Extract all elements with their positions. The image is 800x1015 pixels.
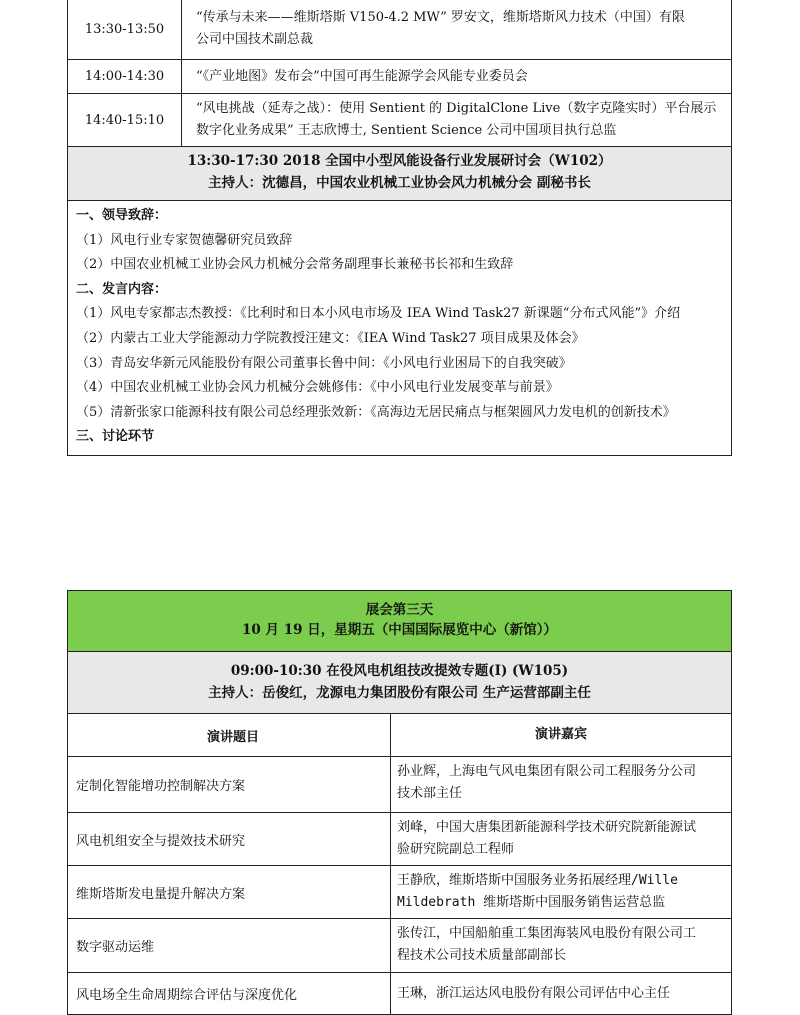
speaker-line: 刘峰，中国大唐集团新能源科学技术研究院新能源试 [397, 820, 697, 835]
session-row [68, 93, 731, 146]
speaker-line: Mildebrath 维斯塔斯中国服务销售运营总监 [397, 895, 666, 910]
session-header [68, 651, 731, 713]
speaker-line: 张传江，中国船舶重工集团海装风电股份有限公司工 [397, 926, 697, 941]
session-desc-line: “《产业地图》发布会”中国可再生能源学会风能专业委员会 [196, 68, 528, 84]
talk-topic: 风电场全生命周期综合评估与深度优化 [68, 973, 391, 1014]
talk-speaker [391, 919, 731, 972]
agenda-item: （5）清新张家口能源科技有限公司总经理张效新：《高海边无居民痛点与框架圆风力发电机的创新技术》 [76, 404, 676, 420]
talk-speaker [391, 813, 731, 865]
talk-topic: 风电机组安全与提效技术研究 [68, 813, 391, 865]
session-desc [182, 60, 731, 93]
day-header [68, 591, 731, 651]
session-time: 14:40-15:10 [68, 94, 182, 146]
session-row [68, 0, 731, 59]
session-desc-line: “传承与未来——维斯塔斯 V150-4.2 MW” 罗安文，维斯塔斯风力技术（中国）有限 [196, 10, 685, 25]
session-desc-line: “风电挑战（延寿之战）：使用 Sentient 的 DigitalClone Live（数字克隆实时）平台展示 [196, 101, 717, 116]
seminar-header [68, 146, 731, 200]
talk-row [68, 972, 731, 1014]
agenda-item: （1）风电专家都志杰教授：《比利时和日本小风电市场及 IEA Wind Task27 新课题“分布式风能”》介绍 [76, 306, 681, 322]
agenda-item: （1）风电行业专家贺德馨研究员致辞 [76, 232, 293, 248]
seminar-host: 主持人：沈德昌，中国农业机械工业协会风力机械分会 副秘书长 [208, 175, 591, 191]
day-three-table [67, 590, 732, 1015]
day-title: 展会第三天 [365, 602, 434, 618]
agenda-heading: 二、发言内容： [76, 281, 168, 297]
talk-speaker [391, 973, 731, 1014]
agenda-heading: 一、领导致辞： [76, 208, 168, 223]
session-title: 09:00-10:30 在役风电机组技改提效专题(I) (W105) [230, 663, 569, 679]
talk-topic: 维斯塔斯发电量提升解决方案 [68, 866, 391, 918]
speaker-line: 技术部主任 [397, 786, 463, 801]
session-row [68, 59, 731, 93]
talk-row [68, 812, 731, 865]
talk-row [68, 756, 731, 812]
agenda-item: （2）中国农业机械工业协会风力机械分会常务副理事长兼秘书长祁和生致辞 [76, 257, 514, 273]
speaker-line: 程技术公司技术质量部副部长 [397, 948, 567, 963]
session-desc [182, 0, 731, 59]
session-time: 13:30-13:50 [68, 0, 182, 59]
seminar-title: 13:30-17:30 2018 全国中小型风能设备行业发展研讨会（W102） [187, 153, 612, 169]
agenda-item: （4）中国农业机械工业协会风力机械分会姚修伟：《中小风电行业发展变革与前景》 [76, 380, 559, 396]
session-time: 14:00-14:30 [68, 60, 182, 93]
speaker-line: 王琳，浙江运达风电股份有限公司评估中心主任 [397, 985, 671, 1001]
talk-topic: 定制化智能增功控制解决方案 [68, 757, 391, 812]
seminar-agenda [68, 200, 731, 455]
day-date: 10 月 19 日，星期五（中国国际展览中心（新馆）） [242, 622, 557, 638]
session-desc-line: 公司中国技术副总裁 [196, 32, 314, 47]
speaker-line: 孙业辉，上海电气风电集团有限公司工程服务分公司 [397, 764, 697, 779]
talk-topic: 数字驱动运维 [68, 919, 391, 972]
session-desc-line: 数字化业务成果” 王志欣博士, Sentient Science 公司中国项目执行总监 [196, 123, 617, 138]
agenda-heading: 三、讨论环节 [76, 429, 155, 445]
speaker-line: 验研究院副总工程师 [397, 842, 515, 857]
talk-row [68, 865, 731, 918]
speaker-line: 王静欣，维斯塔斯中国服务业务拓展经理/Wille [397, 873, 678, 888]
column-header-topic: 演讲题目 [68, 714, 391, 756]
top-schedule-table [67, 0, 732, 456]
agenda-item: （2）内蒙古工业大学能源动力学院教授汪建文：《IEA Wind Task27 项目成果及体会》 [76, 330, 585, 346]
talk-speaker [391, 757, 731, 812]
column-header-speaker: 演讲嘉宾 [534, 727, 587, 742]
talk-row [68, 918, 731, 972]
talk-speaker [391, 866, 731, 918]
session-desc [182, 94, 731, 146]
session-host: 主持人：岳俊红，龙源电力集团股份有限公司 生产运营部副主任 [208, 685, 591, 701]
column-header-row [68, 713, 731, 756]
agenda-item: （3）青岛安华新元风能股份有限公司董事长鲁中间：《小风电行业困局下的自我突破》 [76, 355, 572, 371]
